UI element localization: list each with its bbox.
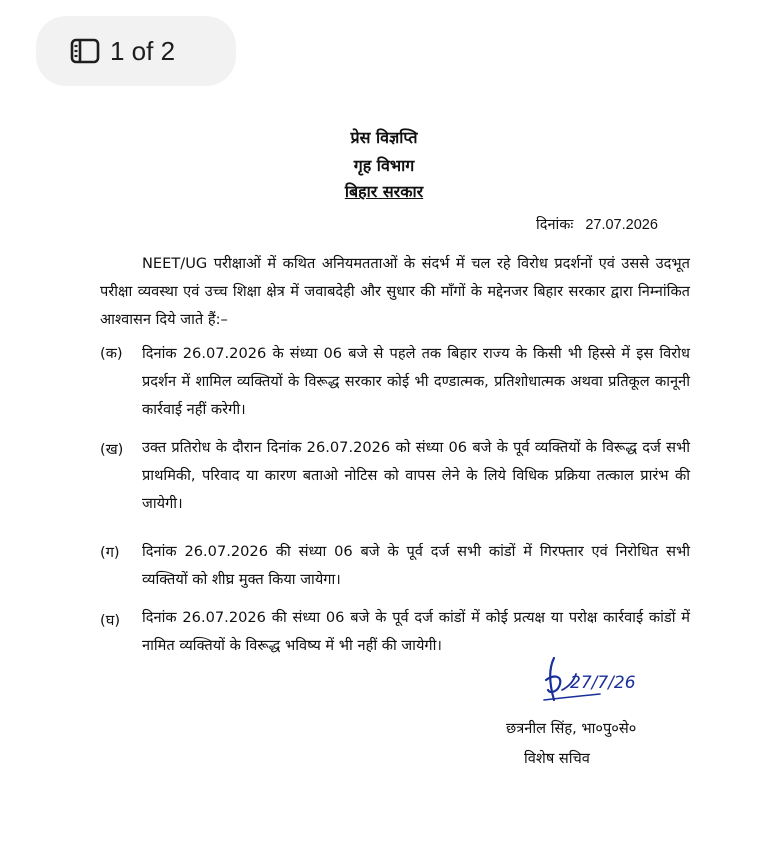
item-text-ga: दिनांक 26.07.2026 की संध्या 06 बजे के पूर्व दर्ज सभी कांडों में गिरफ्तार एवं निरोधित सभी व्यक्तियों को शीघ्र मुक्त किया जायेगा। — [142, 543, 690, 588]
item-text-kha: उक्त प्रतिरोध के दौरान दिनांक 26.07.2026 को संध्या 06 बजे के पूर्व व्यक्तियों के विरूद्ध दर्ज सभी प्राथमिकी, परिवाद या कारण बताओ नोटिस को वापस लेने के लिये विधिक प्रक्रिया तत्काल प्रारंभ की जायेगी। — [142, 439, 690, 512]
date-label: दिनांकः — [536, 217, 574, 233]
item-label-ka: (क) — [100, 345, 123, 362]
page-indicator-text: 1 of 2 — [110, 35, 176, 66]
item-text-gha: दिनांक 26.07.2026 की संध्या 06 बजे के पूर्व दर्ज कांडों में कोई प्रत्यक्ष या परोक्ष कार्रवाई कांडों में नामित व्यक्तियों के विरूद्ध भविष्य में भी नहीं की जायेगी। — [142, 609, 690, 654]
signer-name: छत्रनील सिंह, भा०पु०से० — [506, 720, 637, 737]
signature-date: 27/7/26 — [570, 673, 636, 693]
heading-government: बिहार सरकार — [344, 182, 424, 201]
heading-press-release: प्रेस विज्ञप्ति — [350, 128, 418, 147]
heading-department: गृह विभाग — [353, 156, 415, 175]
intro-paragraph: NEET/UG परीक्षाओं में कथित अनियमतताओं के संदर्भ में चल रहे विरोध प्रदर्शनों एवं उससे उदभूत परीक्षा व्यवस्था एवं उच्च शिक्षा क्षेत्र में जवाबदेही और सुधार की माँगों के मद्देनजर बिहार सरकार द्वारा निम्नांकित आश्वासन दिये जाते हैं:– — [100, 255, 690, 328]
handwritten-signature — [540, 650, 650, 712]
item-text-ka: दिनांक 26.07.2026 के संध्या 06 बजे से पहले तक बिहार राज्य के किसी भी हिस्से में इस विरोध प्रदर्शन में शामिल व्यक्तियों के विरूद्ध सरकार कोई भी दण्डात्मक, प्रतिशोधात्मक अथवा प्रतिकूल कानूनी कार्रवाई नहीं करेगी। — [142, 345, 690, 418]
signer-designation: विशेष सचिव — [524, 750, 590, 767]
date-value: 27.07.2026 — [585, 217, 658, 233]
item-label-ga: (ग) — [100, 544, 120, 561]
date-line — [536, 214, 658, 234]
item-label-kha: (ख) — [100, 441, 124, 458]
item-label-gha: (घ) — [100, 612, 121, 629]
